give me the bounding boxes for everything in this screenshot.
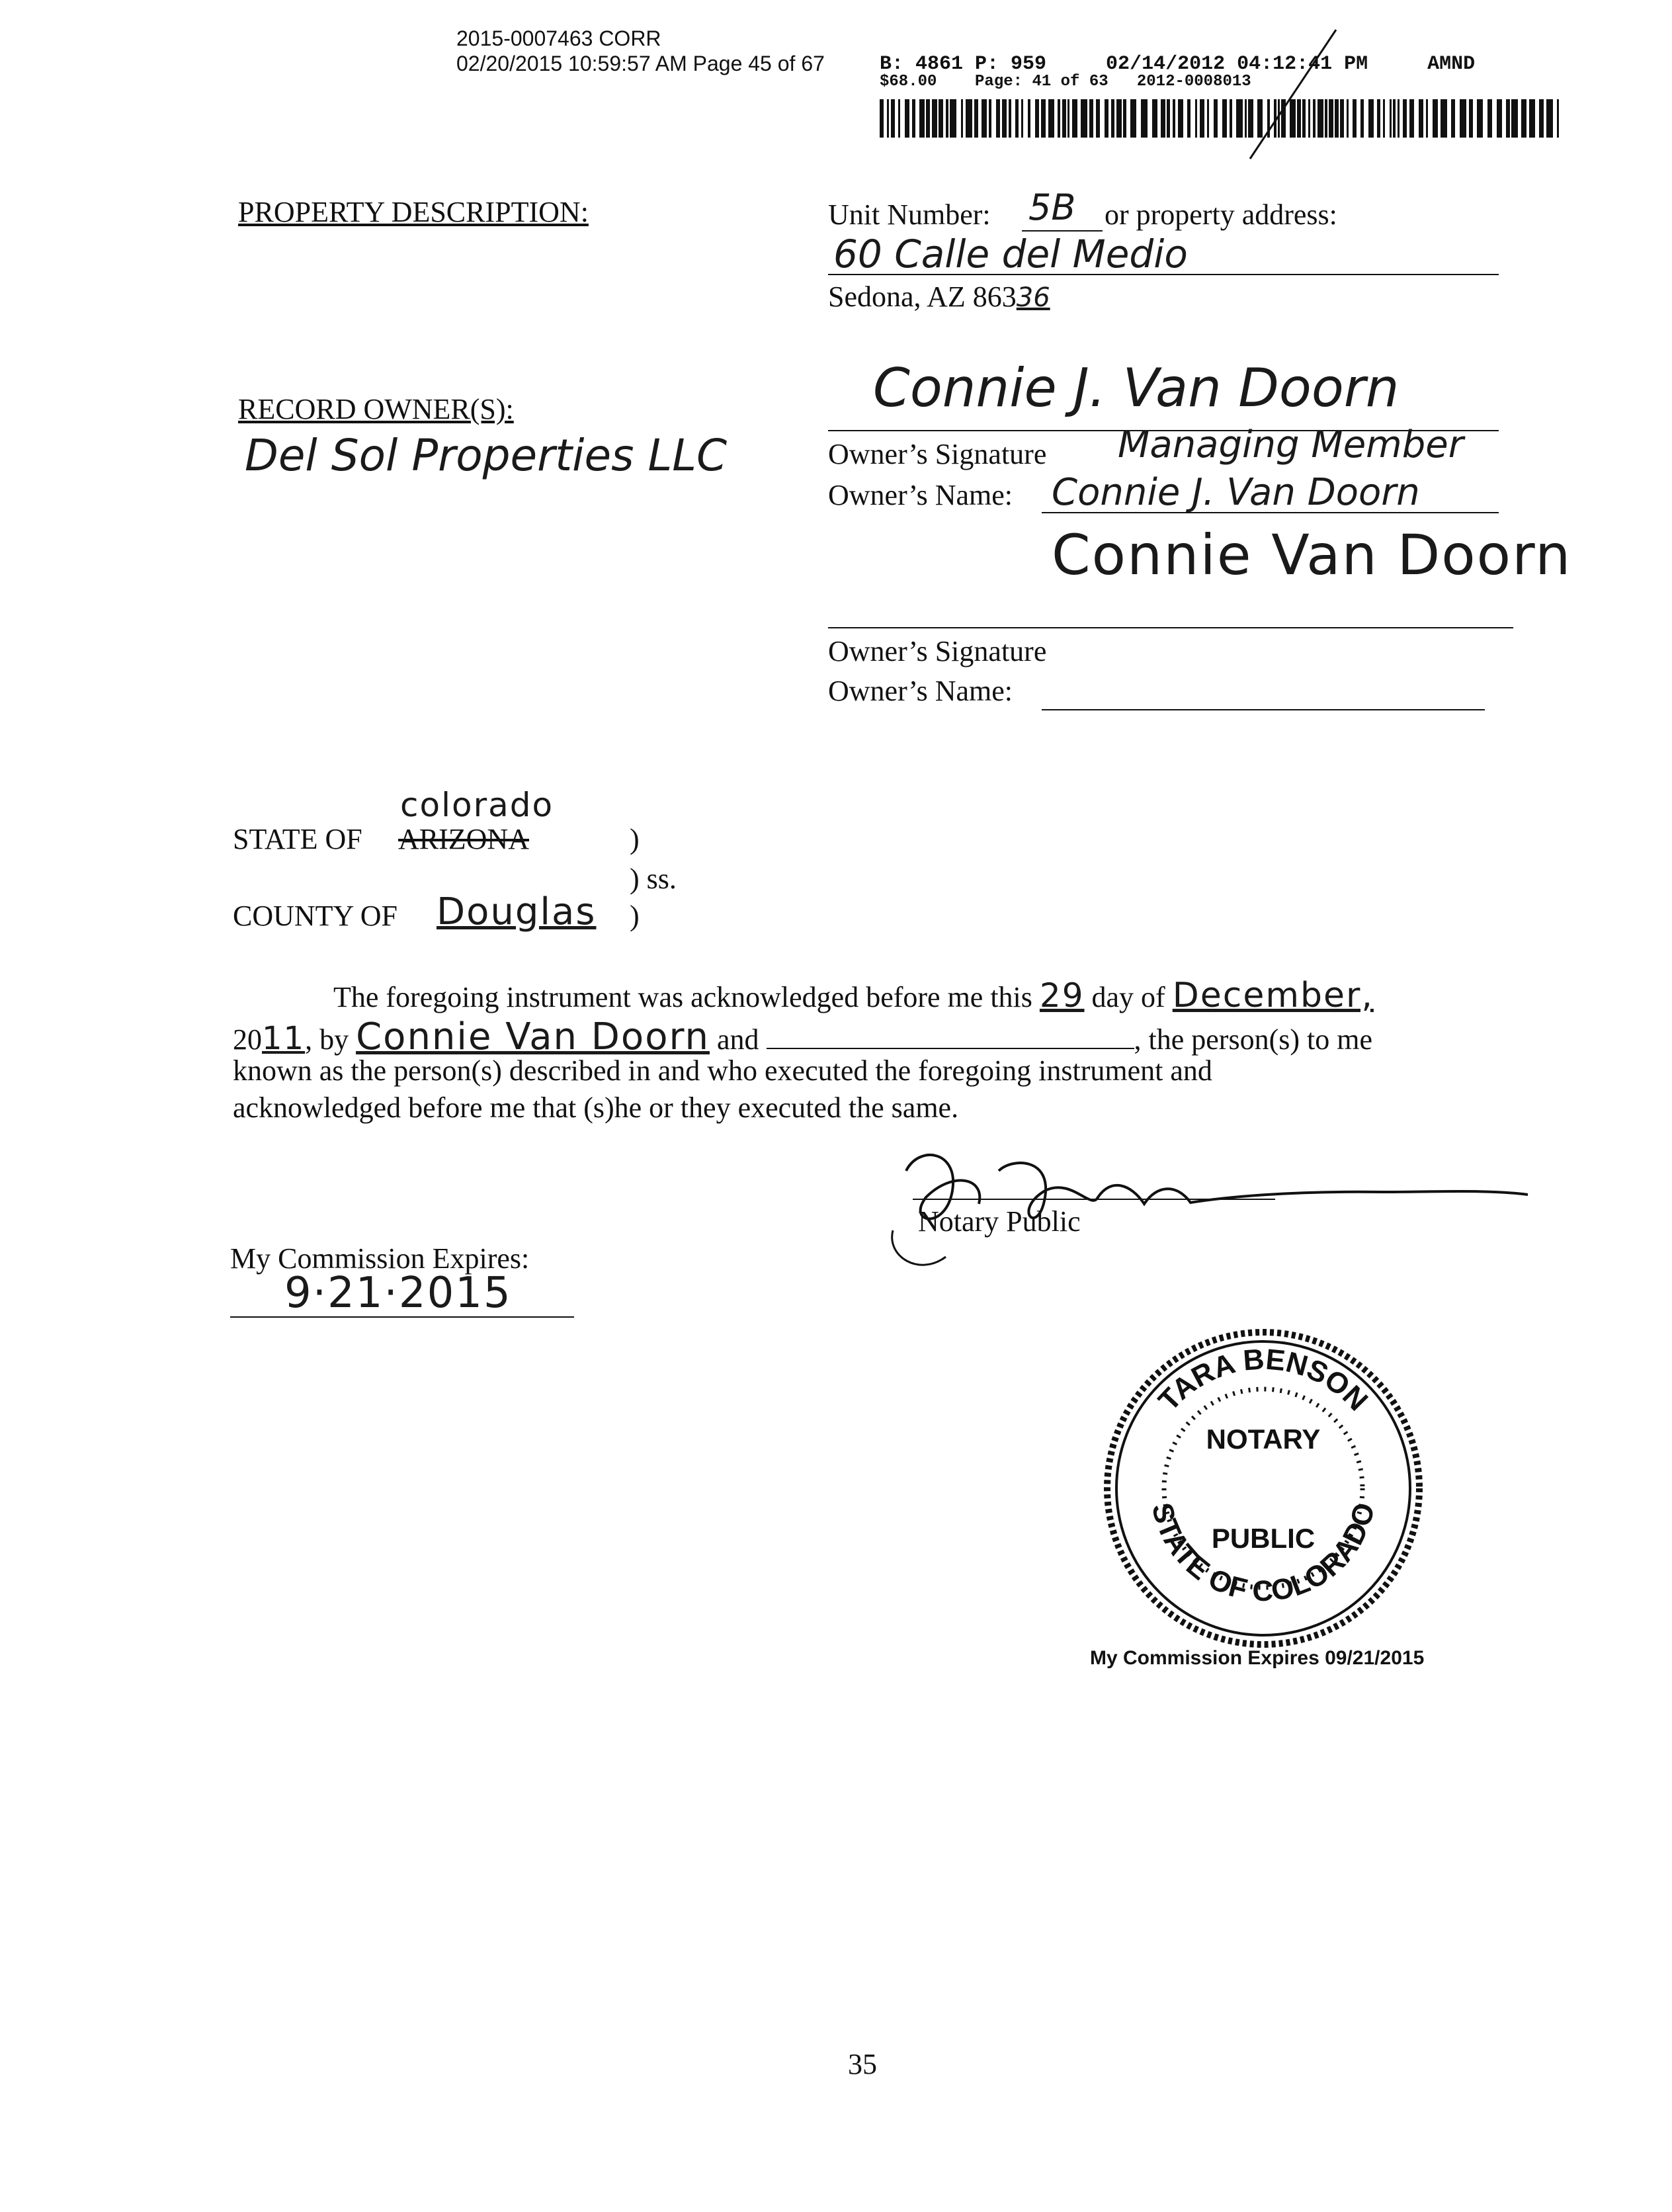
property-address-line xyxy=(828,274,1499,275)
ack-day-handwritten: 29 xyxy=(1039,976,1085,1015)
owner-name-1-printed-hand: Connie Van Doorn xyxy=(1052,523,1572,587)
barcode-bar xyxy=(1116,99,1122,138)
barcode-bar xyxy=(1187,99,1191,138)
barcode-bar xyxy=(1506,99,1510,138)
recording-strike-mark xyxy=(1224,26,1356,165)
barcode-bar xyxy=(1048,99,1054,138)
state-handwritten: colorado xyxy=(400,786,554,824)
ack-person-handwritten: Connie Van Doorn xyxy=(356,1015,710,1058)
commission-expires-label: My Commission Expires: xyxy=(230,1242,530,1275)
barcode-bar xyxy=(1089,99,1093,138)
owner-signature-2-label: Owner’s Signature xyxy=(828,635,1047,667)
county-paren: ) xyxy=(630,900,640,932)
barcode-bar xyxy=(912,99,915,138)
barcode-bar xyxy=(1377,99,1380,138)
barcode-bar xyxy=(1539,99,1544,138)
barcode-bar xyxy=(1511,99,1518,138)
barcode-bar xyxy=(1028,99,1030,138)
barcode-bar xyxy=(1130,99,1136,138)
barcode-bar xyxy=(1067,99,1069,138)
barcode-bar xyxy=(1035,99,1039,138)
barcode-bar xyxy=(1096,99,1100,138)
property-zip-handwritten: 36 xyxy=(1016,282,1050,313)
barcode-bar xyxy=(1041,99,1046,138)
property-city xyxy=(828,280,1050,314)
barcode-bar xyxy=(898,99,900,138)
barcode-bar xyxy=(1081,99,1087,138)
barcode-bar xyxy=(880,99,884,138)
barcode-bar xyxy=(1167,99,1170,138)
ack-second-person-line xyxy=(767,1048,1134,1049)
barcode-bar xyxy=(1487,99,1492,138)
property-city-printed: Sedona, AZ 863 xyxy=(828,280,1017,313)
barcode-bar xyxy=(1002,99,1007,138)
barcode-bar xyxy=(1123,99,1126,138)
ack-year-handwritten: 11 xyxy=(262,1020,306,1057)
state-paren: ) xyxy=(630,823,640,855)
county-handwritten: Douglas xyxy=(437,890,597,933)
barcode-bar xyxy=(989,99,991,138)
ack-line-2 xyxy=(233,1016,1372,1058)
owner-title-handwritten: Managing Member xyxy=(1118,423,1464,466)
barcode-bar xyxy=(1111,99,1114,138)
barcode-bar xyxy=(1393,99,1396,138)
barcode-bar xyxy=(1173,99,1175,138)
barcode-bar xyxy=(1426,99,1428,138)
ack-line-3: known as the person(s) described in and who executed the foregoing instrument and xyxy=(233,1054,1212,1087)
barcode-bar xyxy=(1546,99,1553,138)
ack-line-4: acknowledged before me that (s)he or they executed the same. xyxy=(233,1091,959,1124)
seal-notary-text: NOTARY xyxy=(1206,1424,1321,1455)
state-of-label: STATE OF xyxy=(233,823,362,855)
owner-signature-2-line xyxy=(828,627,1513,628)
barcode-bar xyxy=(1403,99,1407,138)
property-description-heading: PROPERTY DESCRIPTION: xyxy=(238,196,589,228)
ack-line-1-text: The foregoing instrument was acknowledged before me this xyxy=(333,981,1032,1013)
seal-public-text: PUBLIC xyxy=(1211,1523,1316,1554)
property-address-value: 60 Calle del Medio xyxy=(833,232,1188,276)
page-number: 35 xyxy=(848,2048,877,2080)
notary-seal xyxy=(1098,1323,1429,1654)
owner-name-1-line xyxy=(1042,512,1499,513)
ack-by: , by xyxy=(305,1023,349,1056)
barcode-bar xyxy=(1460,99,1466,138)
recording-info-line1: B: 4861 P: 959 02/14/2012 04:12:41 PM AMND xyxy=(880,53,1476,75)
unit-number-label: Unit Number: xyxy=(828,198,991,231)
barcode-bar xyxy=(1469,99,1473,138)
barcode-bar xyxy=(1398,99,1400,138)
ack-year-prefix: 20 xyxy=(233,1023,262,1056)
barcode-bar xyxy=(1214,99,1218,138)
recording-doc-number: 2015-0007463 CORR xyxy=(456,26,661,50)
barcode-bar xyxy=(926,99,930,138)
barcode-bar xyxy=(1207,99,1209,138)
barcode-bar xyxy=(1368,99,1374,138)
barcode-bar xyxy=(966,99,972,138)
ack-and: and xyxy=(716,1023,759,1056)
barcode-bar xyxy=(1529,99,1535,138)
record-owner-heading: RECORD OWNER(S): xyxy=(238,393,514,425)
seal-bottom-text: STATE OF COLORADO xyxy=(1145,1499,1382,1608)
barcode-bar xyxy=(1021,99,1023,138)
barcode-bar xyxy=(1058,99,1060,138)
barcode-bar xyxy=(1419,99,1423,138)
barcode-bar xyxy=(1105,99,1108,138)
barcode-bar xyxy=(950,99,956,138)
barcode-bar xyxy=(1195,99,1197,138)
county-of-label: COUNTY OF xyxy=(233,900,397,932)
state-struck-arizona: ARIZONA xyxy=(398,823,529,855)
barcode-bar xyxy=(1015,99,1019,138)
barcode-bar xyxy=(996,99,1000,138)
venue-ss: ) ss. xyxy=(630,863,677,895)
record-owner-handwritten: Del Sol Properties LLC xyxy=(245,430,728,481)
barcode-bar xyxy=(1161,99,1165,138)
barcode-bar xyxy=(1141,99,1148,138)
property-address-label: or property address: xyxy=(1105,198,1337,231)
barcode-bar xyxy=(919,99,925,138)
barcode-bar xyxy=(1441,99,1447,138)
ack-month-handwritten: December, xyxy=(1172,976,1374,1015)
barcode-bar xyxy=(1360,99,1364,138)
barcode-bar xyxy=(1383,99,1385,138)
barcode-bar xyxy=(905,99,909,138)
notary-public-label: Notary Public xyxy=(918,1205,1081,1238)
barcode-bar xyxy=(1178,99,1183,138)
barcode-bar xyxy=(1062,99,1066,138)
notary-signature-line xyxy=(913,1199,1275,1200)
owner-signature-1: Connie J. Van Doorn xyxy=(873,357,1400,419)
seal-top-text: TARA BENSON xyxy=(1152,1343,1374,1418)
owner-name-2-label: Owner’s Name: xyxy=(828,675,1013,707)
barcode-bar xyxy=(1433,99,1438,138)
barcode-bar xyxy=(961,99,963,138)
barcode-bar xyxy=(1200,99,1204,138)
barcode-bar xyxy=(1409,99,1414,138)
owner-name-1-label: Owner’s Name: xyxy=(828,479,1013,511)
barcode-bar xyxy=(1009,99,1011,138)
barcode-bar xyxy=(1390,99,1392,138)
recording-timestamp: 02/20/2015 10:59:57 AM Page 45 of 67 xyxy=(456,52,825,75)
recording-info-line2: $68.00 Page: 41 of 63 2012-0008013 xyxy=(880,73,1251,91)
barcode-bar xyxy=(1451,99,1455,138)
commission-expires-line xyxy=(230,1316,574,1318)
seal-commission-caption: My Commission Expires 09/21/2015 xyxy=(1090,1647,1425,1669)
barcode-bar xyxy=(939,99,943,138)
barcode-bar xyxy=(891,99,895,138)
ack-day-of: day of xyxy=(1091,981,1165,1013)
owner-name-2-line xyxy=(1042,709,1485,710)
barcode-bar xyxy=(946,99,948,138)
barcode-bar xyxy=(1477,99,1483,138)
commission-expires-handwritten: 9·21·2015 xyxy=(284,1269,512,1318)
barcode-bar xyxy=(887,99,889,138)
ack-line-1 xyxy=(333,976,1374,1016)
owner-name-1-handwritten: Connie J. Van Doorn xyxy=(1052,471,1420,514)
barcode-bar xyxy=(1557,99,1559,138)
barcode-bar xyxy=(1152,99,1157,138)
unit-number-value: 5B xyxy=(1028,187,1076,228)
barcode-bar xyxy=(1497,99,1502,138)
owner-signature-1-label: Owner’s Signature xyxy=(828,438,1047,470)
barcode-bar xyxy=(982,99,987,138)
barcode-bar xyxy=(974,99,978,138)
barcode-bar xyxy=(1521,99,1526,138)
barcode-bar xyxy=(932,99,937,138)
barcode-bar xyxy=(1072,99,1077,138)
ack-line-2-tail: , the person(s) to me xyxy=(1134,1023,1372,1056)
